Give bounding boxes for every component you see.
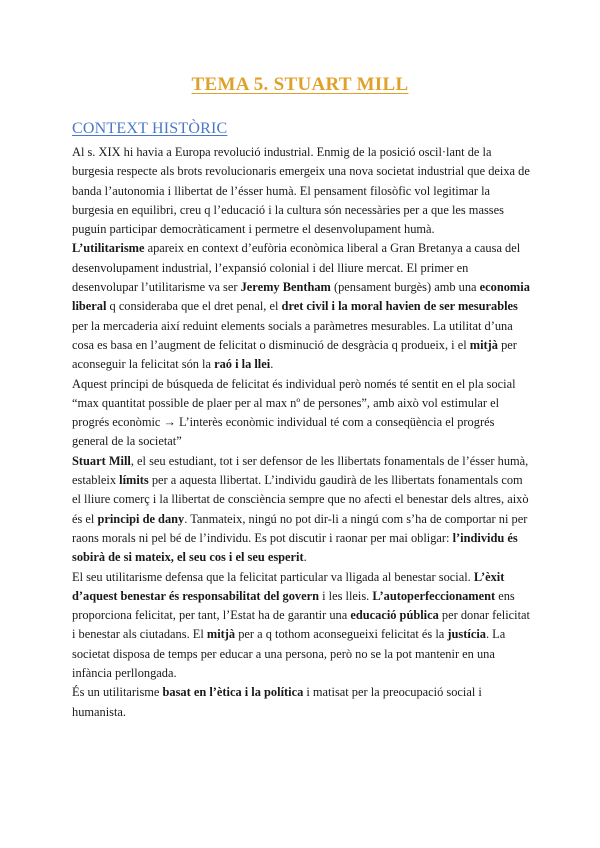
paragraph-text: per a aquesta llibertat. L’individu gaudirà de les llibertats fonamentals com el lliure comerç i la llibertat de consciència sempre que no afecti el benestar dels altres, això és el [72, 473, 529, 526]
paragraph-6 [72, 683, 532, 722]
bold-term: principi de dany [97, 511, 185, 526]
paragraph-text: i les lleis. [319, 588, 373, 603]
bold-term: L’utilitarisme [72, 241, 145, 256]
document-body [72, 143, 532, 722]
paragraph-text: . Tanmateix, ningú no pot dir-li a ningú com s’ha de comportar ni per raons morals ni pel bé de l’individu. Es pot discutir i raonar per mai obligar: [72, 511, 528, 545]
paragraph-text: , el seu estudiant, tot i ser defensor de les llibertats fonamentals de l’ésser humà, estableix [72, 453, 529, 488]
bold-term: L’èxit d’aquest benestar és responsabilitat del govern [72, 569, 505, 603]
bold-term: economia liberal [72, 280, 530, 314]
paragraph-1 [72, 143, 532, 239]
paragraph-text: . [303, 550, 307, 565]
bold-term: l’individu és sobirà de si mateix, el seu cos i el seu esperit [72, 530, 518, 565]
bold-term: Stuart Mill [72, 453, 131, 468]
section-heading: CONTEXT HISTÒRIC [72, 120, 228, 137]
paragraph-3 [72, 375, 532, 452]
bold-term: límits [119, 473, 149, 488]
paragraph-text: (pensament burgès) amb una [330, 280, 480, 295]
bold-term: justícia [447, 627, 486, 642]
page-title: TEMA 5. STUART MILL [191, 74, 409, 95]
paragraph-text: i matisat per la preocupació social i humanista. [72, 685, 482, 719]
paragraph-text: per aconseguir la felicitat són la [72, 337, 517, 372]
paragraph-text: Al s. XIX hi havia a Europa revolució industrial. Enmig de la posició oscil·lant de la burgesia respecte als brots revolucionaris emergeix una nova societat industrial que deixa de banda l’autonomia i llibertat de l’ésser humà. El pensament filosòfic vol legitimar la burgesia en equilibri, creu q l’educació i la cultura són necessàries per a que les masses puguin participar democràticament i permetre el desenvolupament humà. [72, 145, 530, 237]
paragraph-4 [72, 452, 532, 568]
paragraph-text: El seu utilitarisme defensa que la felicitat particular va lligada al benestar social. [72, 569, 474, 584]
paragraph-text: ens proporciona felicitat, per tant, l’Estat ha de garantir una [72, 588, 515, 623]
bold-term: raó i la llei [214, 357, 271, 372]
paragraph-text: apareix en context d’eufòria econòmica liberal a Gran Bretanya a causa del desenvolupament industrial, l’expansió colonial i del lliure mercat. El primer en desenvolupar l’utilitarisme va ser [72, 241, 521, 295]
bold-term: L’autoperfeccionament [372, 588, 496, 603]
paragraph-text: . La societat disposa de temps per educar a una persona, però no se la pot mantenir en una infància perllongada. [72, 627, 506, 681]
paragraph-text: per donar felicitat i benestar als ciutadans. El [72, 608, 530, 642]
paragraph-text: Aquest principi de búsqueda de felicitat és individual però només té sentit en el pla social “max quantitat possible de plaer per al max nº de persones”, amb això vol estimular el progrés econòmic → L’interès econòmic individual té com a conseqüència el progrés general de la societat” [72, 376, 516, 449]
paragraph-text: q consideraba que el dret penal, el [106, 299, 282, 314]
paragraph-text: És un utilitarisme [72, 685, 163, 700]
paragraph-5 [72, 568, 532, 684]
paragraph-text: per a q tothom aconsegueixi felicitat és la [235, 627, 448, 642]
paragraph-2 [72, 239, 532, 374]
bold-term: mitjà [206, 627, 236, 642]
bold-term: dret civil i la moral havien de ser mesurables [281, 299, 518, 314]
paragraph-text: per la mercaderia així reduint elements socials a paràmetres mesurables. La utilitat d’una cosa es basa en l’augment de felicitat o disminució de desgràcia q produeix, i el [72, 318, 513, 352]
bold-term: basat en l’ètica i la política [162, 685, 304, 700]
bold-term: educació pública [350, 608, 439, 623]
bold-term: Jeremy Bentham [240, 280, 331, 295]
bold-term: mitjà [469, 337, 498, 352]
paragraph-text: . [270, 357, 274, 372]
